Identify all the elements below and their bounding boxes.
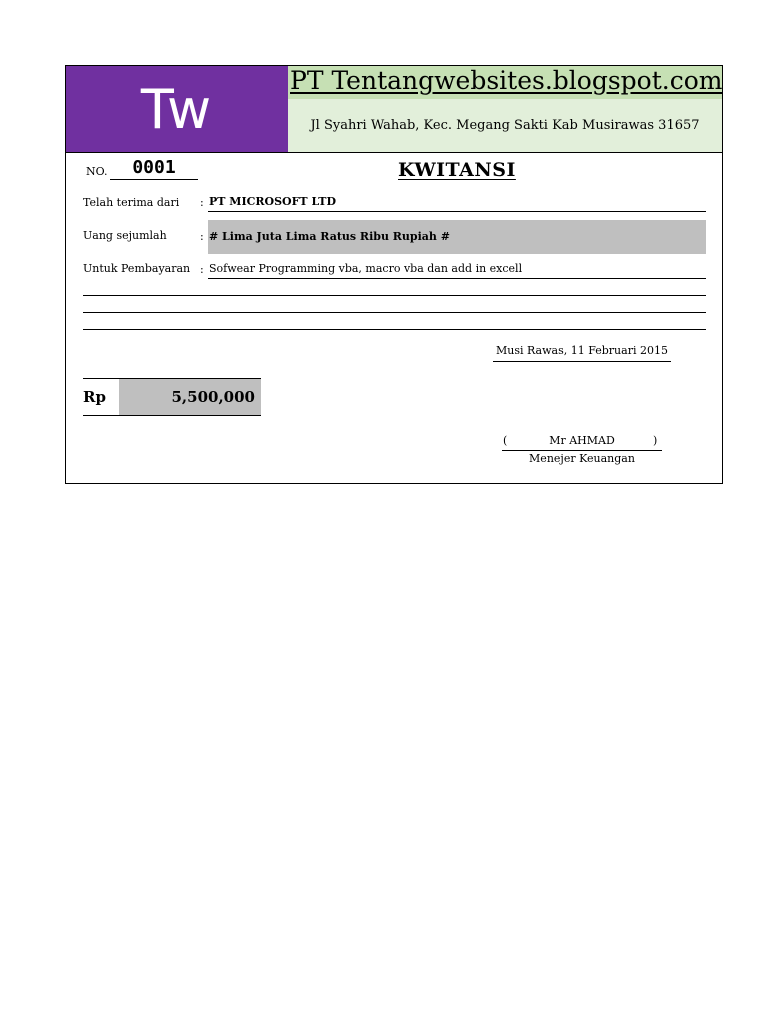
payment-for-value: Sofwear Programming vba, macro vba dan add in excell [208, 261, 706, 279]
blank-line [83, 329, 706, 330]
signatory-name: Mr AHMAD [502, 434, 662, 451]
payment-for-colon: : [200, 263, 204, 276]
received-from-colon: : [200, 196, 204, 209]
currency-label: Rp [83, 388, 106, 406]
amount-box [83, 378, 261, 416]
receipt-form [65, 65, 723, 484]
received-from-value: PT MICROSOFT LTD [208, 194, 706, 212]
amount-words-value: # Lima Juta Lima Ratus Ribu Rupiah # [208, 220, 706, 254]
company-logo [66, 66, 288, 152]
receipt-date: Musi Rawas, 11 Februari 2015 [493, 343, 671, 362]
signatory-title: Menejer Keuangan [529, 452, 635, 465]
amount-value: 5,500,000 [119, 379, 261, 415]
signature-open-paren: ( [503, 434, 508, 447]
company-address: Jl Syahri Wahab, Kec. Megang Sakti Kab Musirawas 31657 [310, 118, 700, 133]
logo-text: Tw [140, 77, 214, 141]
received-from-label: Telah terima dari [83, 196, 180, 209]
receipt-number-label: NO. [86, 165, 108, 178]
header-divider [66, 152, 722, 153]
blank-line [83, 295, 706, 296]
blank-line [83, 312, 706, 313]
company-header [288, 66, 722, 152]
amount-words-colon: : [200, 230, 204, 243]
receipt-number: 0001 [110, 157, 198, 180]
amount-words-label: Uang sejumlah [83, 229, 167, 242]
payment-for-label: Untuk Pembayaran [83, 262, 191, 275]
receipt-title: KWITANSI [398, 159, 516, 181]
company-name: PT Tentangwebsites.blogspot.com [290, 66, 723, 95]
signature-close-paren: ) [653, 434, 658, 447]
